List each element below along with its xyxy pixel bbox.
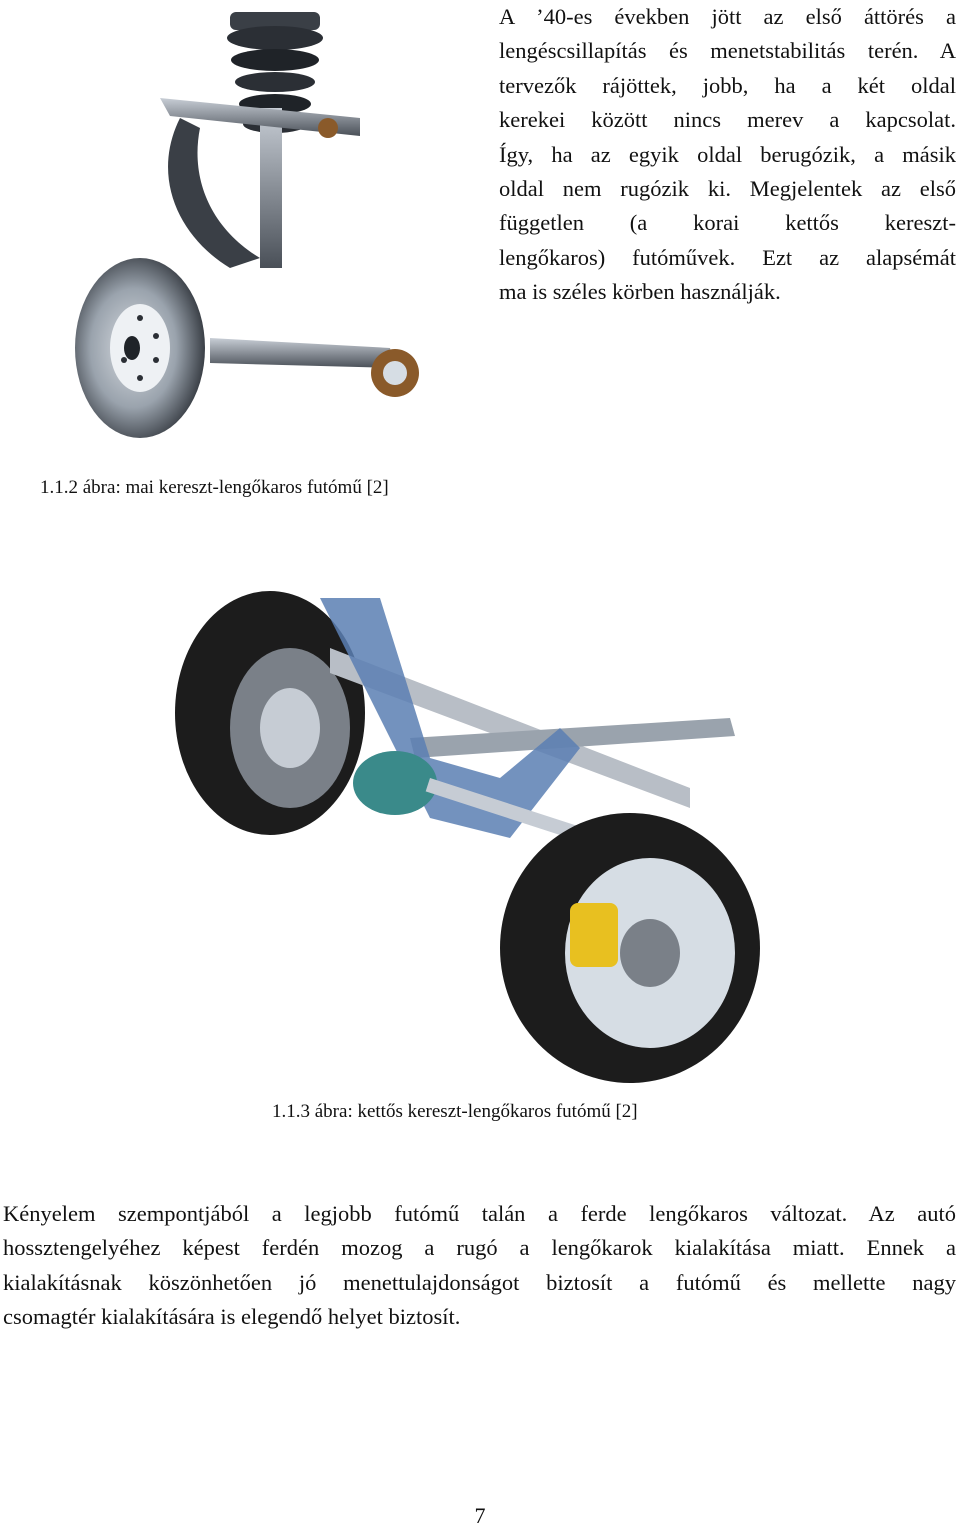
strut-suspension-icon bbox=[60, 8, 440, 438]
text-line: kerekei között nincs merev a kapcsolat. bbox=[499, 107, 956, 133]
text-line: független (a korai kettős kereszt- bbox=[499, 210, 956, 236]
text-line: csomagtér kialakítására is elegendő helyet biztosít. bbox=[3, 1304, 461, 1330]
text-line: A ’40-es években jött az első áttörés a bbox=[499, 4, 956, 29]
text-line: hossztengelyéhez képest ferdén mozog a rugó a lengőkarok kialakítása miatt. Ennek a bbox=[3, 1235, 956, 1261]
brake-disc bbox=[75, 258, 205, 438]
steering-knuckle bbox=[168, 118, 260, 268]
text-line: Kényelem szempontjából a legjobb futómű talán a ferde lengőkaros változat. Az autó bbox=[3, 1201, 956, 1226]
body-paragraph bbox=[3, 1197, 956, 1335]
right-wheel bbox=[500, 813, 760, 1083]
intro-paragraph bbox=[499, 0, 956, 310]
text-line: lengőkaros) futóművek. Ezt az alapsémát bbox=[499, 244, 956, 270]
text-line: oldal nem rugózik ki. Megjelentek az első bbox=[499, 176, 956, 202]
double-wishbone-axle-icon bbox=[170, 578, 790, 1086]
text-line: ma is széles körben használják. bbox=[499, 279, 781, 305]
text-line: Így, ha az egyik oldal berugózik, a másik bbox=[499, 141, 956, 167]
brake-caliper bbox=[570, 903, 618, 967]
differential bbox=[353, 751, 437, 815]
text-line: lengéscsillapítás és menetstabilitás terén. A bbox=[499, 38, 956, 64]
figure-double-wishbone bbox=[170, 578, 790, 1086]
text-line: kialakításnak köszönhetően jó menettulajdonságot biztosít a futómű és mellette nagy bbox=[3, 1269, 956, 1295]
coil-spring bbox=[227, 12, 323, 268]
page-number: 7 bbox=[474, 1503, 486, 1528]
text-line: tervezők rájöttek, jobb, ha a két oldal bbox=[499, 72, 956, 98]
lower-control-arm bbox=[210, 338, 395, 368]
figure-strut-suspension bbox=[60, 8, 440, 438]
figure-caption: 1.1.3 ábra: kettős kereszt-lengőkaros futómű [2] bbox=[272, 1101, 638, 1122]
figure-caption: 1.1.2 ábra: mai kereszt-lengőkaros futómű [2] bbox=[40, 477, 389, 498]
